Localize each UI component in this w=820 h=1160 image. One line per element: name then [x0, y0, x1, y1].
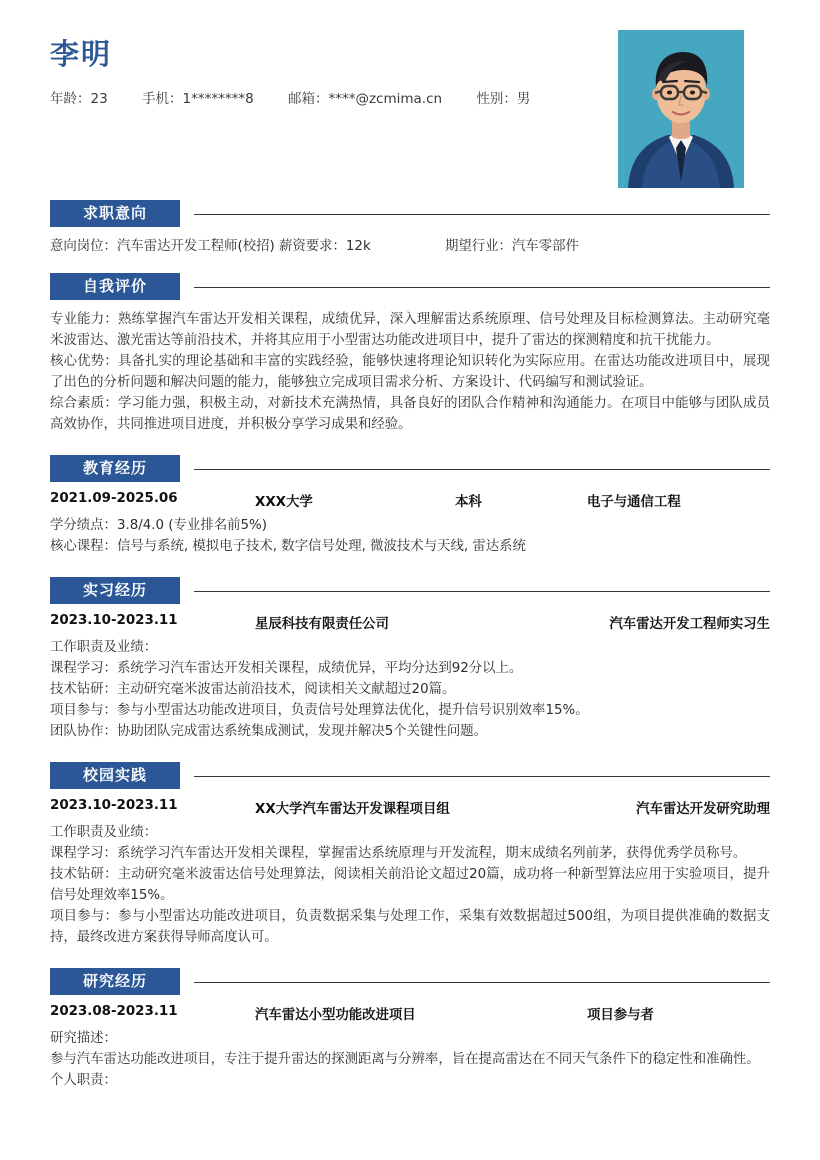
page-title: 李明 — [50, 37, 113, 71]
section-header-education — [50, 455, 770, 482]
section-title-campus-practice: 校园实践 — [50, 762, 180, 789]
education-courses: 核心课程：信号与系统, 模拟电子技术, 数字信号处理, 微波技术与天线, 雷达系统 — [50, 539, 526, 554]
section-header-self-evaluation — [50, 273, 770, 300]
section-self-evaluation — [0, 273, 820, 435]
research-desc: 参与汽车雷达功能改进项目，专注于提升雷达的探测距离与分辨率，旨在提高雷达在不同天气条件下的稳定性和准确性。 — [50, 1052, 760, 1067]
self-eval-paragraph: 专业能力：熟练掌握汽车雷达开发相关课程，成绩优异，深入理解雷达系统原理、信号处理及目标检测算法。主动研究毫米波雷达、激光雷达等前沿技术，并将其应用于小型雷达功能改进项目中，提升了雷达的探测精度和抗干扰能力。 — [50, 312, 770, 348]
section-divider — [194, 776, 770, 777]
section-header-campus-practice — [50, 762, 770, 789]
job-intent-position: 意向岗位：汽车雷达开发工程师(校招) 薪资要求：12k — [50, 239, 371, 254]
internship-company: 星辰科技有限责任公司 — [255, 617, 389, 632]
research-date: 2023.08-2023.11 — [50, 1004, 178, 1019]
education-date: 2021.09-2025.06 — [50, 491, 178, 506]
resume-header — [0, 0, 820, 200]
campus-bullet: 技术钻研：主动研究毫米波雷达信号处理算法，阅读相关前沿论文超过20篇，成功将一种新型算法应用于实验项目，提升信号处理效率15%。 — [50, 867, 770, 903]
education-school: XXX大学 — [255, 495, 313, 510]
internship-date: 2023.10-2023.11 — [50, 613, 178, 628]
internship-bullet: 技术钻研：主动研究毫米波雷达前沿技术，阅读相关文献超过20篇。 — [50, 682, 456, 697]
self-eval-paragraph: 综合素质：学习能力强，积极主动，对新技术充满热情，具备良好的团队合作精神和沟通能力。在项目中能够与团队成员高效协作，共同推进项目进度，并积极分享学习成果和经验。 — [50, 396, 770, 432]
contact-gender: 性别：男 — [476, 91, 531, 107]
contact-phone: 手机：1********8 — [141, 91, 254, 107]
campus-role: 汽车雷达开发研究助理 — [636, 802, 770, 817]
section-divider — [194, 982, 770, 983]
avatar — [618, 30, 744, 188]
section-title-job-intent: 求职意向 — [50, 200, 180, 227]
education-gpa: 学分绩点：3.8/4.0 (专业排名前5%) — [50, 518, 267, 533]
contact-age: 年龄：23 — [50, 91, 108, 107]
section-header-job-intent — [50, 200, 770, 227]
section-divider — [194, 214, 770, 215]
research-project: 汽车雷达小型功能改进项目 — [255, 1008, 416, 1023]
education-entry-header — [50, 491, 770, 512]
internship-bullet: 课程学习：系统学习汽车雷达开发相关课程，成绩优异，平均分达到92分以上。 — [50, 661, 523, 676]
section-internship — [0, 577, 820, 742]
research-desc-label: 研究描述： — [50, 1031, 117, 1046]
campus-bullet: 课程学习：系统学习汽车雷达开发相关课程，掌握雷达系统原理与开发流程，期末成绩名列前茅，获得优秀学员称号。 — [50, 846, 747, 861]
section-divider — [194, 469, 770, 470]
section-title-education: 教育经历 — [50, 455, 180, 482]
research-entry-header — [50, 1004, 770, 1025]
internship-bullet: 项目参与：参与小型雷达功能改进项目，负责信号处理算法优化，提升信号识别效率15%。 — [50, 703, 589, 718]
section-research — [0, 968, 820, 1091]
section-divider — [194, 591, 770, 592]
campus-duty-label: 工作职责及业绩： — [50, 825, 158, 840]
job-intent-row — [50, 236, 770, 257]
job-intent-industry: 期望行业：汽车零部件 — [444, 239, 579, 254]
campus-bullet: 项目参与：参与小型雷达功能改进项目，负责数据采集与处理工作，采集有效数据超过500组，为项目提供准确的数据支持，最终改进方案获得导师高度认可。 — [50, 909, 770, 945]
section-title-research: 研究经历 — [50, 968, 180, 995]
self-eval-paragraph: 核心优势：具备扎实的理论基础和丰富的实践经验，能够快速将理论知识转化为实际应用。在雷达功能改进项目中，展现了出色的分析问题和解决问题的能力，能够独立完成项目需求分析、方案设计、代码编写和测试验证。 — [50, 354, 770, 390]
contact-email: 邮箱：****@zcmima.cn — [287, 91, 443, 107]
section-title-internship: 实习经历 — [50, 577, 180, 604]
section-education — [0, 455, 820, 557]
internship-bullet: 团队协作：协助团队完成雷达系统集成测试，发现并解决5个关键性问题。 — [50, 724, 488, 739]
section-title-self-evaluation: 自我评价 — [50, 273, 180, 300]
internship-entry-header — [50, 613, 770, 634]
section-header-internship — [50, 577, 770, 604]
research-duty-label: 个人职责： — [50, 1073, 117, 1088]
campus-entry-header — [50, 798, 770, 819]
contact-info-row — [50, 90, 530, 109]
portrait-photo-icon — [618, 30, 744, 188]
campus-date: 2023.10-2023.11 — [50, 798, 178, 813]
campus-org: XX大学汽车雷达开发课程项目组 — [255, 802, 450, 817]
research-role: 项目参与者 — [587, 1008, 654, 1023]
education-major: 电子与通信工程 — [587, 495, 681, 510]
section-header-research — [50, 968, 770, 995]
section-job-intent — [0, 200, 820, 257]
section-campus-practice — [0, 762, 820, 948]
internship-duty-label: 工作职责及业绩： — [50, 640, 158, 655]
internship-role: 汽车雷达开发工程师实习生 — [609, 617, 770, 632]
education-degree: 本科 — [455, 495, 482, 510]
section-divider — [194, 287, 770, 288]
